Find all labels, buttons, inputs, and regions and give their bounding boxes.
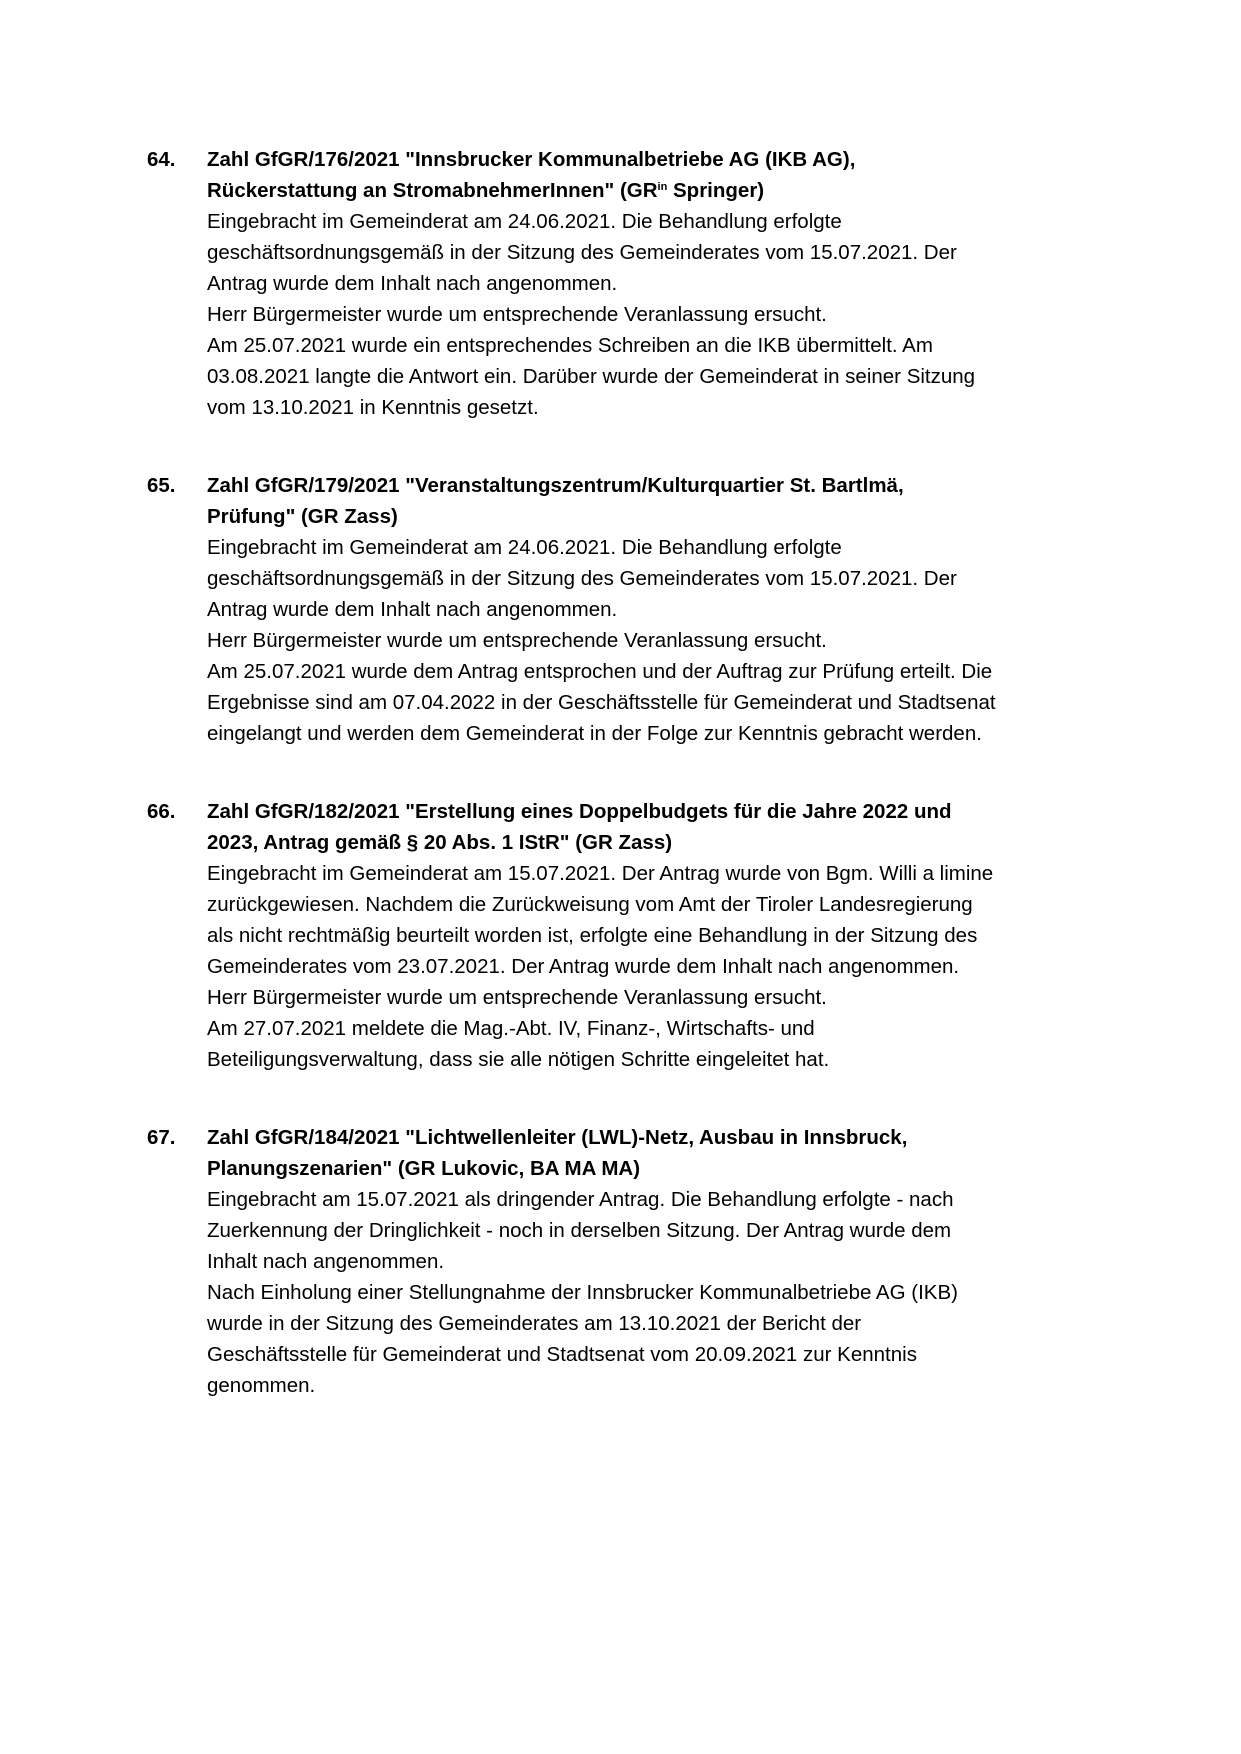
body-line: Ergebnisse sind am 07.04.2022 in der Geschäftsstelle für Gemeinderat und Stadtsenat	[207, 691, 996, 714]
body-line: vom 13.10.2021 in Kenntnis gesetzt.	[207, 396, 539, 419]
body-line: Zuerkennung der Dringlichkeit - noch in derselben Sitzung. Der Antrag wurde dem	[207, 1219, 952, 1242]
title-text: Rückerstattung an StromabnehmerInnen" (GR	[207, 179, 658, 202]
body-line: Antrag wurde dem Inhalt nach angenommen.	[207, 598, 618, 621]
entry-title-line-1: Zahl GfGR/179/2021 "Veranstaltungszentrum/Kulturquartier St. Bartlmä,	[207, 474, 904, 497]
body-line: genommen.	[207, 1374, 316, 1397]
title-text: Springer)	[667, 179, 765, 202]
entry-content	[207, 796, 1107, 1075]
entry-title-line-2: Prüfung" (GR Zass)	[207, 505, 398, 528]
body-line: Herr Bürgermeister wurde um entsprechende Veranlassung ersucht.	[207, 303, 827, 326]
body-line: Gemeinderates vom 23.07.2021. Der Antrag wurde dem Inhalt nach angenommen.	[207, 955, 960, 978]
entry-number: 65.	[147, 474, 176, 497]
body-line: Eingebracht im Gemeinderat am 24.06.2021. Die Behandlung erfolgte	[207, 210, 842, 233]
body-line: Herr Bürgermeister wurde um entsprechende Veranlassung ersucht.	[207, 629, 827, 652]
entry-title-line-2: Planungszenarien" (GR Lukovic, BA MA MA)	[207, 1157, 641, 1180]
body-line: geschäftsordnungsgemäß in der Sitzung des Gemeinderates vom 15.07.2021. Der	[207, 567, 957, 590]
entry-content	[207, 470, 1107, 749]
entry-number: 66.	[147, 800, 176, 823]
entry-content	[207, 144, 1107, 423]
title-superscript: in	[657, 181, 668, 193]
body-line: Antrag wurde dem Inhalt nach angenommen.	[207, 272, 618, 295]
entry-number: 64.	[147, 148, 176, 171]
body-line: Am 27.07.2021 meldete die Mag.-Abt. IV, Finanz-, Wirtschafts- und	[207, 1017, 815, 1040]
body-line: Am 25.07.2021 wurde dem Antrag entsprochen und der Auftrag zur Prüfung erteilt. Die	[207, 660, 993, 683]
entry-number: 67.	[147, 1126, 176, 1149]
body-line: eingelangt und werden dem Gemeinderat in der Folge zur Kenntnis gebracht werden.	[207, 722, 982, 745]
entry-title-line-1: Zahl GfGR/176/2021 "Innsbrucker Kommunalbetriebe AG (IKB AG),	[207, 148, 856, 171]
body-line: Nach Einholung einer Stellungnahme der Innsbrucker Kommunalbetriebe AG (IKB)	[207, 1281, 958, 1304]
body-line: Eingebracht am 15.07.2021 als dringender Antrag. Die Behandlung erfolgte - nach	[207, 1188, 954, 1211]
body-line: Herr Bürgermeister wurde um entsprechende Veranlassung ersucht.	[207, 986, 827, 1009]
body-line: Beteiligungsverwaltung, dass sie alle nötigen Schritte eingeleitet hat.	[207, 1048, 830, 1071]
body-line: als nicht rechtmäßig beurteilt worden ist, erfolgte eine Behandlung in der Sitzung des	[207, 924, 978, 947]
body-line: geschäftsordnungsgemäß in der Sitzung des Gemeinderates vom 15.07.2021. Der	[207, 241, 957, 264]
body-line: Am 25.07.2021 wurde ein entsprechendes Schreiben an die IKB übermittelt. Am	[207, 334, 933, 357]
entry-title-line-2	[207, 175, 1107, 206]
body-line: Geschäftsstelle für Gemeinderat und Stadtsenat vom 20.09.2021 zur Kenntnis	[207, 1343, 917, 1366]
body-line: wurde in der Sitzung des Gemeinderates am 13.10.2021 der Bericht der	[207, 1312, 862, 1335]
body-line: Eingebracht im Gemeinderat am 15.07.2021. Der Antrag wurde von Bgm. Willi a limine	[207, 862, 994, 885]
entry-title-line-1: Zahl GfGR/182/2021 "Erstellung eines Doppelbudgets für die Jahre 2022 und	[207, 800, 952, 823]
body-line: 03.08.2021 langte die Antwort ein. Darüber wurde der Gemeinderat in seiner Sitzung	[207, 365, 976, 388]
entry-content	[207, 1122, 1107, 1401]
entry-title-line-2: 2023, Antrag gemäß § 20 Abs. 1 IStR" (GR Zass)	[207, 831, 673, 854]
body-line: Inhalt nach angenommen.	[207, 1250, 445, 1273]
body-line: zurückgewiesen. Nachdem die Zurückweisung vom Amt der Tiroler Landesregierung	[207, 893, 973, 916]
entry-title-line-1: Zahl GfGR/184/2021 "Lichtwellenleiter (LWL)-Netz, Ausbau in Innsbruck,	[207, 1126, 908, 1149]
body-line: Eingebracht im Gemeinderat am 24.06.2021. Die Behandlung erfolgte	[207, 536, 842, 559]
